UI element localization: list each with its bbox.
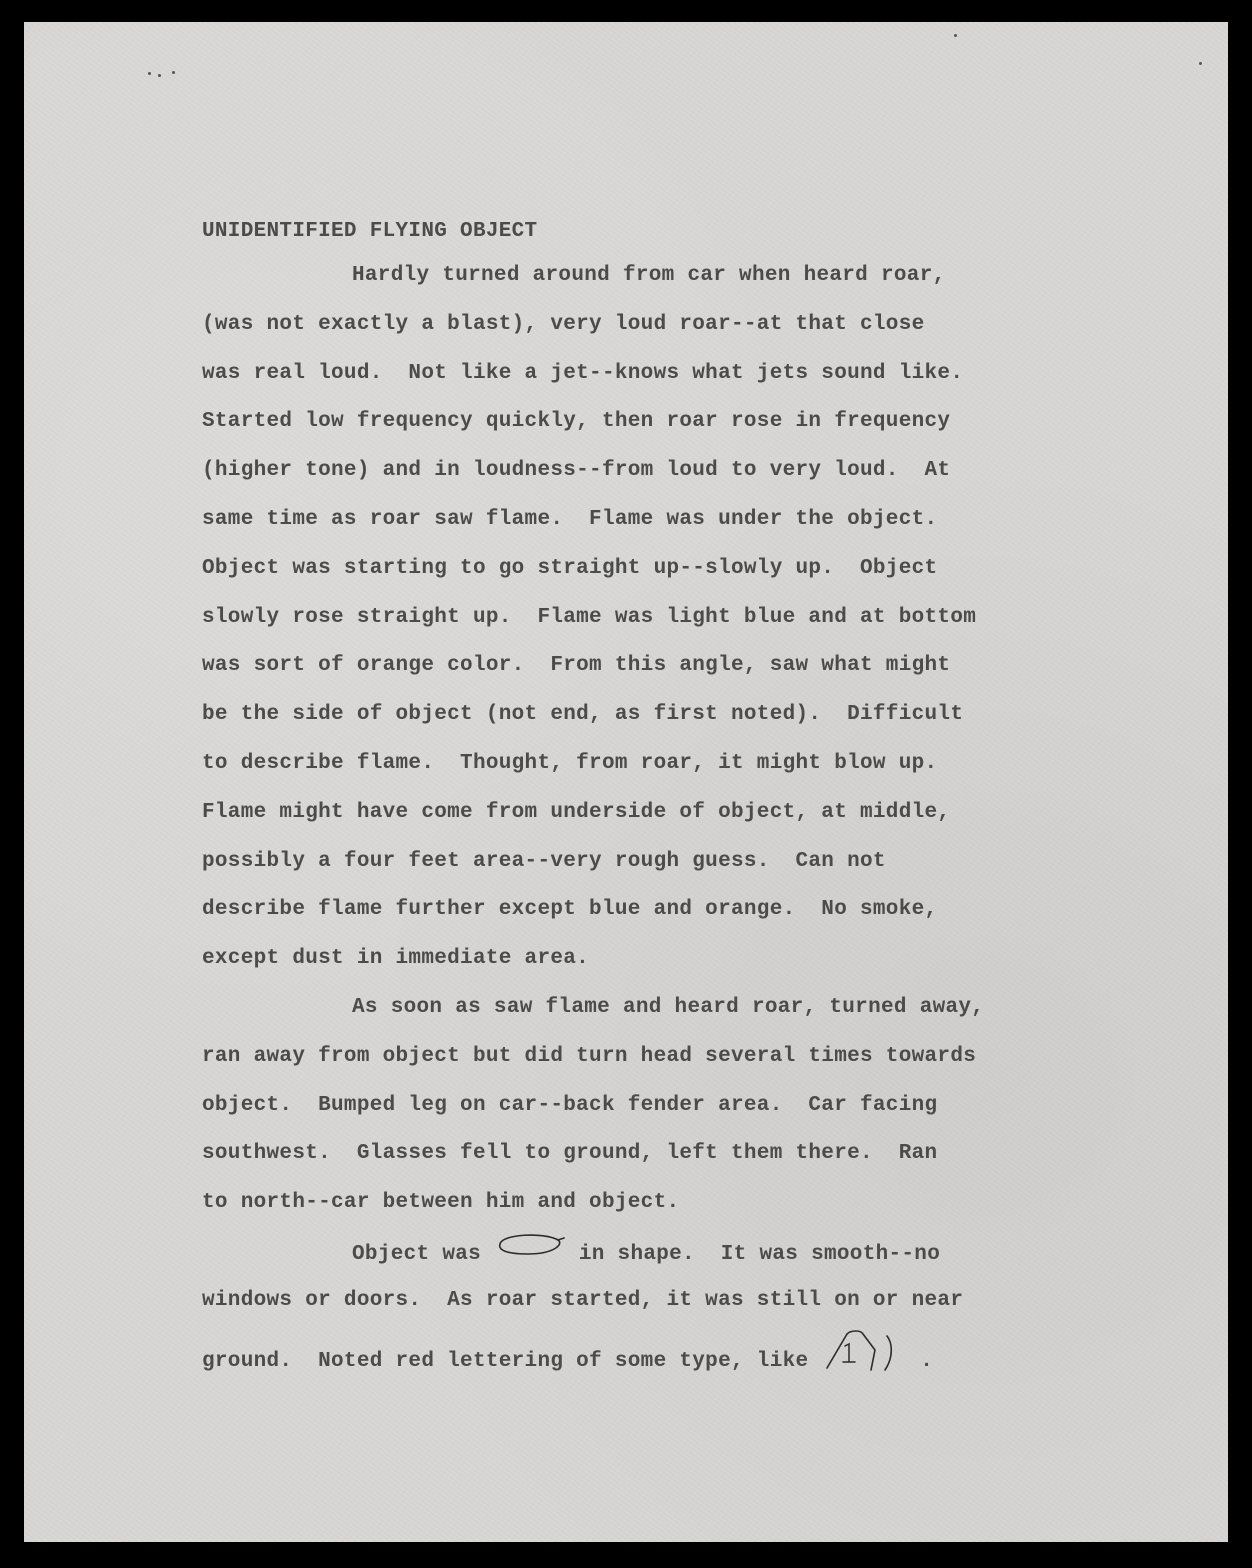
text-line: ran away from object but did turn head several times towards: [202, 1044, 977, 1068]
text-line: [202, 1326, 1122, 1375]
text-line: Object was starting to go straight up--slowly up. Object: [202, 556, 938, 580]
text-line: (was not exactly a blast), very loud roar--at that close: [202, 312, 925, 336]
text-segment: Object was: [352, 1242, 482, 1266]
text-line: [202, 1228, 1122, 1277]
text-line: windows or doors. As roar started, it was still on or near: [202, 1288, 964, 1312]
dust-speck: [148, 72, 151, 75]
paragraph-1: [202, 252, 1122, 984]
text-line: be the side of object (not end, as first noted). Difficult: [202, 703, 964, 727]
text-line: same time as roar saw flame. Flame was under the object.: [202, 507, 938, 531]
text-line: to describe flame. Thought, from roar, it might blow up.: [202, 751, 938, 775]
dust-speck: [1199, 62, 1202, 65]
document-page: [24, 22, 1228, 1542]
paragraph-3: [202, 1228, 1122, 1374]
dust-speck: [954, 34, 957, 37]
paragraph-2: [202, 984, 1122, 1228]
insignia-sketch: [821, 1326, 907, 1395]
text-line: southwest. Glasses fell to ground, left them there. Ran: [202, 1142, 938, 1166]
dust-speck: [158, 74, 161, 77]
oval-shape-sketch: [494, 1228, 566, 1279]
text-line: to north--car between him and object.: [202, 1191, 680, 1215]
text-line: slowly rose straight up. Flame was light blue and at bottom: [202, 605, 977, 629]
typed-text-body: [202, 212, 1122, 1374]
text-line: object. Bumped leg on car--back fender area. Car facing: [202, 1093, 938, 1117]
text-segment: in shape. It was smooth--no: [578, 1242, 941, 1266]
text-line: was real loud. Not like a jet--knows what jets sound like.: [202, 361, 964, 385]
text-line: As soon as saw flame and heard roar, turned away,: [352, 995, 985, 1019]
text-segment: ground. Noted red lettering of some type, like: [202, 1349, 809, 1373]
text-line: except dust in immediate area.: [202, 947, 590, 971]
text-line: (higher tone) and in loudness--from loud to very loud. At: [202, 459, 951, 483]
text-line: Flame might have come from underside of object, at middle,: [202, 800, 951, 824]
text-segment: .: [920, 1349, 934, 1373]
text-line: Started low frequency quickly, then roar rose in frequency: [202, 410, 951, 434]
text-line: describe flame further except blue and orange. No smoke,: [202, 898, 938, 922]
text-line: possibly a four feet area--very rough guess. Can not: [202, 849, 886, 873]
text-line: was sort of orange color. From this angle, saw what might: [202, 654, 951, 678]
text-line: Hardly turned around from car when heard roar,: [352, 264, 946, 287]
document-title: UNIDENTIFIED FLYING OBJECT: [202, 220, 538, 243]
dust-speck: [172, 71, 175, 74]
